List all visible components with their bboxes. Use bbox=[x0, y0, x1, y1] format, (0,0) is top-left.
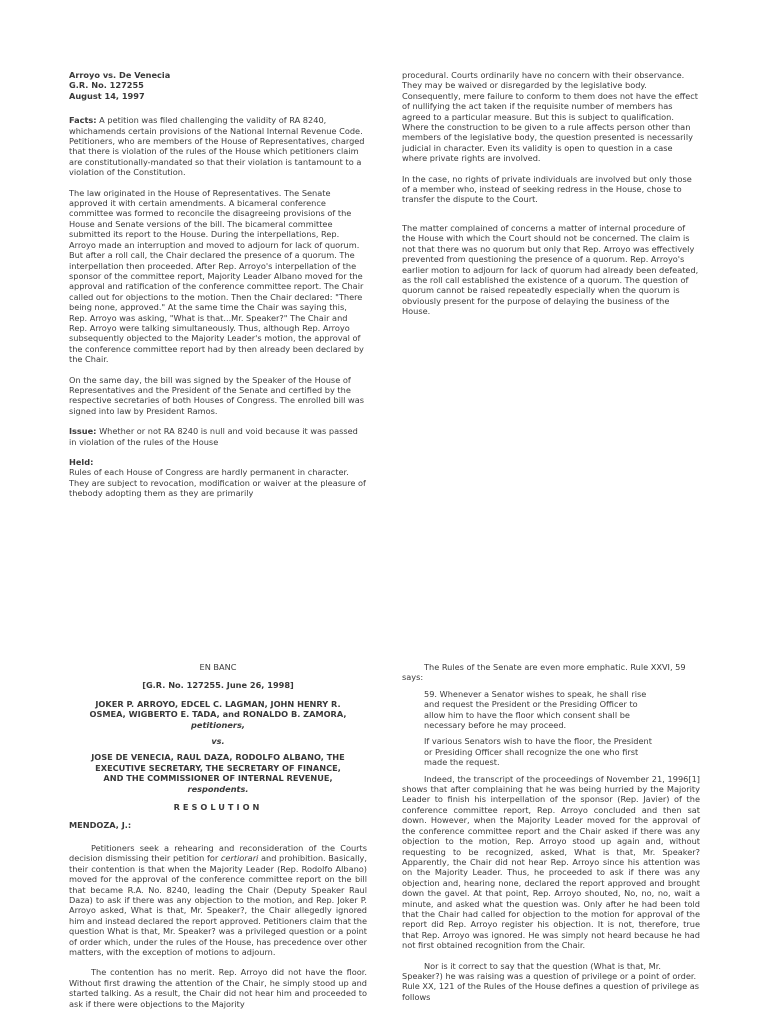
petitioners-block bbox=[69, 699, 367, 730]
case-title: Arroyo vs. De Venecia bbox=[69, 70, 171, 80]
case-header bbox=[69, 70, 367, 101]
origin-paragraph: The law originated in the House of Representatives. The Senate approved it with certain amendments. A bicameral conference committee was formed to reconcile the disagreeing provisions of the House and Senate versions of the bill. The bicameral committee submitted its report to the House. During the interpellations, Rep. Arroyo made an interruption and moved to adjourn for lack of quorum. But after a roll call, the Chair declared the presence of a quorum. The interpellation then proceeded. After Rep. Arroyo's interpellation of the sponsor of the committee report, Majority Leader Albano moved for the approval and ratification of the conference committee report. The Chair called out for objections to the motion. Then the Chair declared: "There being none, approved." At the same time the Chair was saying this, Rep. Arroyo was asking, "What is that...Mr. Speaker?" The Chair and Rep. Arroyo were talking simultaneously. Thus, although Rep. Arroyo subsequently objected to the Majority Leader's motion, the approval of the conference committee report had by then already been declared by the Chair. bbox=[69, 187, 364, 365]
held-label: Held: bbox=[69, 457, 94, 467]
page2-right-column bbox=[402, 662, 700, 1012]
page2-left-column bbox=[69, 662, 367, 1019]
respondents-tag: respondents. bbox=[187, 783, 249, 794]
held-continuation-paragraph: procedural. Courts ordinarily have no concern with their observance. They may be waived or disregarded by the legislative body. Consequently, mere failure to conform to them does not have the effect of nullifying the act taken if the requisite number of members has agreed to a particular measure. But this is subject to qualification. Where the construction to be given to a rule affects person other than members of the legislative body, the question presented is necessarily judicial in character. Even its validity is open to question in a case where private rights are involved. bbox=[402, 70, 699, 164]
certiorari-term: certiorari bbox=[220, 853, 259, 864]
case-gr-number: G.R. No. 127255 bbox=[69, 80, 144, 91]
ponente: MENDOZA, J.: bbox=[69, 820, 132, 831]
held-paragraph: Rules of each House of Congress are hardly permanent in character. They are subject to revocation, modification or waiver at the pleasure of thebody adopting them as they are primarily bbox=[69, 467, 366, 499]
internal-procedure-paragraph: The matter complained of concerns a matter of internal procedure of the House with which the Court should not be concerned. The claim is not that there was no quorum but only that Rep. Arroyo was effectively prevented from questioning the presence of a quorum. Rep. Arroyo's earlier motion to adjourn for lack of quorum had already been defeated, as the roll call established the existence of a quorum. The question of quorum cannot be raised repeatedly especially when the quorum is obviously present for the purpose of delaying the business of the House. bbox=[402, 222, 699, 317]
gr-line: [G.R. No. 127255. June 26, 1998] bbox=[142, 680, 294, 691]
no-merit-paragraph: The contention has no merit. Rep. Arroyo did not have the floor. Without first drawing the attention of the Chair, he simply stood up and started talking. As a result, the Chair did not hear him and proceeded to ask if there were objections to the Majority bbox=[69, 967, 367, 1009]
rehearing-text-b: and prohibition. Basically, their contention is that when the Majority Leader (Rep. Rodolfo Albano) moved for the approval of the conference committee report on the bill that became R.A. No. 8240, leading the Chair (Deputy Speaker Raul Daza) to ask if there was any objection to the motion, and Rep. Joker P. Arroyo asked, What is that, Mr. Speaker?, the Chair allegedly ignored him and instead declared the report approved. Petitioners claim that the question What is that, Mr. Speaker? was a privileged question or a point of order which, under the rules of the House, has precedence over other matters, with the exception of motions to adjourn. bbox=[69, 853, 367, 957]
versus-label: vs. bbox=[211, 736, 225, 747]
senate-rule-quote-1: 59. Whenever a Senator wishes to speak, he shall rise and request the President or the Presiding Officer to allow him to have the floor which consent shall be necessary before he may proceed. bbox=[424, 688, 647, 731]
issue-label: Issue: bbox=[69, 426, 97, 437]
rehearing-text-a: Petitioners seek a rehearing and reconsideration of the Courts decision dismissing their petition for bbox=[69, 842, 367, 864]
facts-text: A petition was filed challenging the validity of RA 8240, whichamends certain provisions of the National Internal Revenue Code. Petitioners, who are members of the House of Representatives, charged that there is violation of the rules of the House which petitioners claim are constitutionally-mandated so that their violation is tantamount to a violation of the Constitution. bbox=[69, 115, 365, 178]
privilege-paragraph: Nor is it correct to say that the question (What is that, Mr. Speaker?) he was raising was a question of privilege or a point of order. Rule XX, 121 of the Rules of the House defines a question of privilege as follows bbox=[402, 960, 700, 1002]
petitioners-names: JOKER P. ARROYO, EDCEL C. LAGMAN, JOHN HENRY R. OSMEA, WIGBERTO E. TADA, and RONALDO B. ZAMORA, bbox=[89, 698, 347, 720]
rehearing-paragraph bbox=[69, 843, 367, 957]
page1-right-column bbox=[402, 70, 700, 327]
petitioners-tag: petitioners, bbox=[191, 719, 245, 730]
resolution-heading: RESOLUTION bbox=[173, 802, 263, 813]
signed-paragraph: On the same day, the bill was signed by the Speaker of the House of Representatives and the President of the Senate and certified by the respective secretaries of both Houses of Congress. The enrolled bill was signed into law by President Ramos. bbox=[69, 374, 365, 416]
respondents-block bbox=[69, 752, 367, 794]
transcript-paragraph: Indeed, the transcript of the proceedings of November 21, 1996[1] shows that after complaining that he was being hurried by the Majority Leader to finish his interpellation of the sponsor (Rep. Javier) of the conference committee report, Rep. Arroyo concluded and then sat down. However, when the Majority Leader moved for the approval of the conference committee report and the Chair asked if there was any objection to the motion, Rep. Arroyo stood up again and, without requesting to be recognized, asked, What is that, Mr. Speaker? Apparently, the Chair did not hear Rep. Arroyo since his attention was on the Majority Leader. Thus, he proceeded to ask if there was any objection and, hearing none, declared the report approved and brought down the gavel. At that point, Rep. Arroyo shouted, No, no, no, wait a minute, and asked what the question was. Only after he had been told that the Chair had called for objection to the motion for approval of the report did Rep. Arroyo register his objection. It is not, therefore, true that Rep. Arroyo was ignored. He was simply not heard because he had not first obtained recognition from the Chair. bbox=[402, 773, 700, 951]
private-rights-paragraph: In the case, no rights of private individuals are involved but only those of a member who, instead of seeking redress in the House, chose to transfer the dispute to the Court. bbox=[402, 173, 692, 205]
senate-rules-paragraph: The Rules of the Senate are even more emphatic. Rule XXVI, 59 says: bbox=[402, 662, 686, 683]
case-date: August 14, 1997 bbox=[69, 90, 145, 101]
senate-rule-quote-2: If various Senators wish to have the floor, the President or Presiding Officer shall recognize the one who first made the request. bbox=[424, 736, 652, 768]
document-page-2 bbox=[0, 660, 768, 1024]
en-banc-heading: EN BANC bbox=[199, 662, 237, 672]
issue-text: Whether or not RA 8240 is null and void because it was passed in violation of the rules of the House bbox=[69, 426, 358, 447]
facts-label: Facts: bbox=[69, 115, 97, 126]
facts-paragraph bbox=[69, 115, 367, 177]
page1-left-column bbox=[69, 70, 367, 509]
respondents-names: JOSE DE VENECIA, RAUL DAZA, RODOLFO ALBANO, THE EXECUTIVE SECRETARY, THE SECRETARY OF FINANCE, AND THE COMMISSIONER OF INTERNAL REVENUE, bbox=[91, 752, 345, 784]
issue-paragraph bbox=[69, 426, 367, 447]
